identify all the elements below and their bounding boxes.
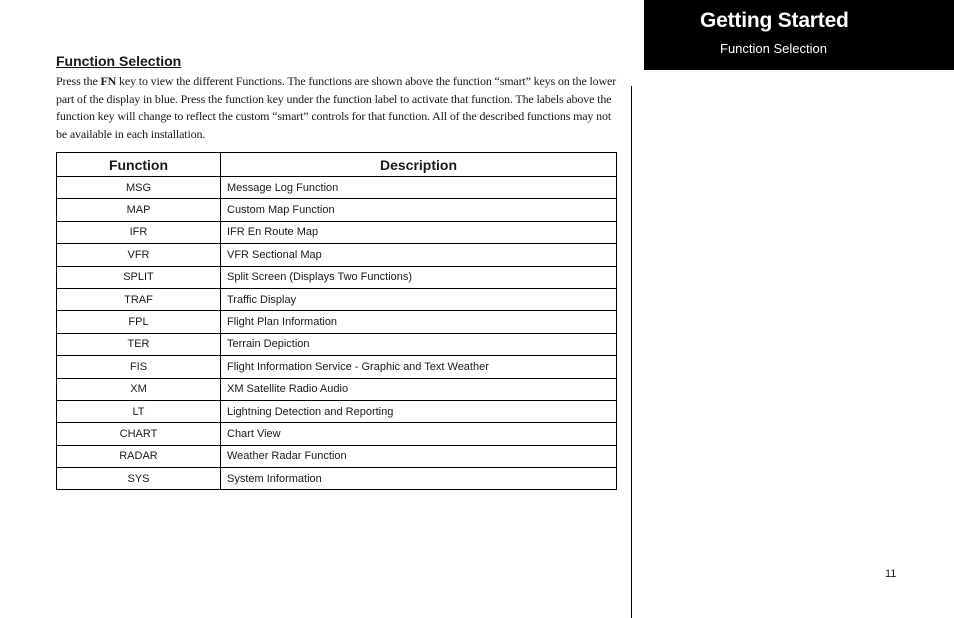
chapter-subtitle: Function Selection [720, 41, 827, 56]
column-divider [631, 86, 632, 618]
table-row [57, 244, 617, 266]
function-cell: VFR [57, 244, 221, 266]
function-cell: XM [57, 378, 221, 400]
table-row [57, 221, 617, 243]
table-row [57, 199, 617, 221]
description-cell: Terrain Depiction [221, 333, 617, 355]
function-cell: SYS [57, 468, 221, 490]
intro-text-end: key to view the different Functions. The functions are shown above the function “smart” keys on the lower part of the display in blue. Press the function key under the function label to activate that function. The labels above the function key will change to reflect the custom “smart” controls for that function. All of the described functions may not be available in each installation. [56, 74, 617, 141]
description-cell: Split Screen (Displays Two Functions) [221, 266, 617, 288]
description-cell: XM Satellite Radio Audio [221, 378, 617, 400]
function-cell: FIS [57, 356, 221, 378]
description-cell: Traffic Display [221, 288, 617, 310]
function-cell: LT [57, 400, 221, 422]
description-cell: Lightning Detection and Reporting [221, 400, 617, 422]
function-cell: CHART [57, 423, 221, 445]
description-cell: Chart View [221, 423, 617, 445]
function-cell: SPLIT [57, 266, 221, 288]
table-row [57, 311, 617, 333]
function-cell: MSG [57, 177, 221, 199]
header-description: Description [221, 153, 617, 177]
table-header-row [57, 153, 617, 177]
table-row [57, 445, 617, 467]
description-cell: Weather Radar Function [221, 445, 617, 467]
description-cell: VFR Sectional Map [221, 244, 617, 266]
table-row [57, 266, 617, 288]
function-cell: TRAF [57, 288, 221, 310]
table-row [57, 333, 617, 355]
table-row [57, 378, 617, 400]
intro-paragraph [56, 73, 618, 143]
description-cell: Custom Map Function [221, 199, 617, 221]
page-number: 11 [885, 568, 897, 580]
header-function: Function [57, 153, 221, 177]
table-row [57, 356, 617, 378]
table-row [57, 288, 617, 310]
description-cell: IFR En Route Map [221, 221, 617, 243]
chapter-title: Getting Started [700, 9, 849, 32]
description-cell: System Information [221, 468, 617, 490]
table-row [57, 400, 617, 422]
function-cell: FPL [57, 311, 221, 333]
function-cell: RADAR [57, 445, 221, 467]
function-cell: TER [57, 333, 221, 355]
intro-key-fn: FN [100, 74, 117, 88]
description-cell: Flight Plan Information [221, 311, 617, 333]
table-row [57, 468, 617, 490]
table-row [57, 177, 617, 199]
intro-text-start: Press the [56, 74, 101, 88]
function-cell: MAP [57, 199, 221, 221]
function-table [56, 152, 617, 490]
section-heading: Function Selection [56, 53, 182, 69]
function-cell: IFR [57, 221, 221, 243]
description-cell: Flight Information Service - Graphic and Text Weather [221, 356, 617, 378]
chapter-header [644, 0, 954, 70]
table-row [57, 423, 617, 445]
description-cell: Message Log Function [221, 177, 617, 199]
